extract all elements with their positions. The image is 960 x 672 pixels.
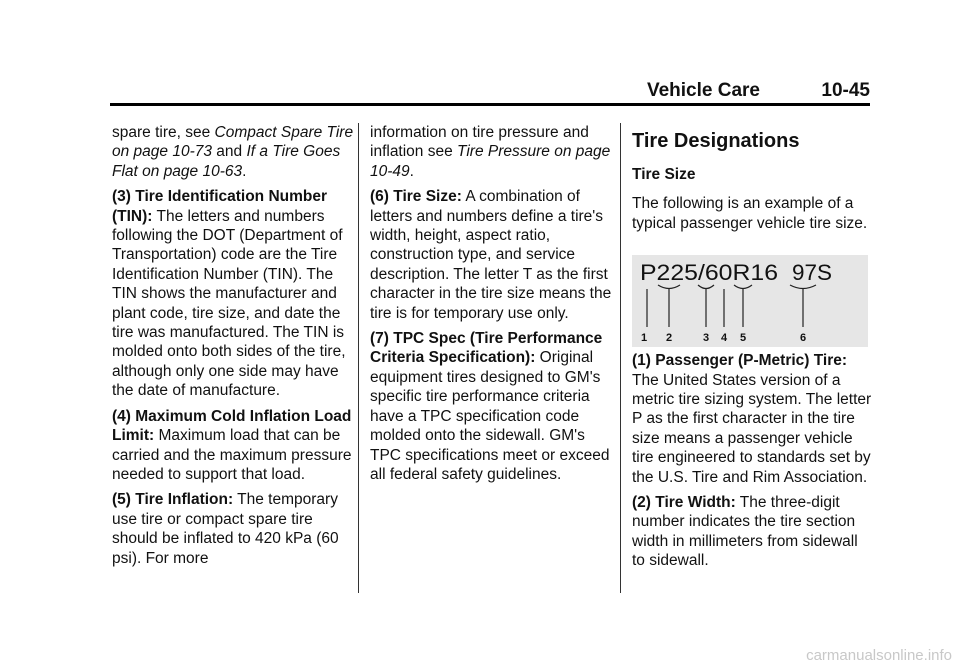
term: (4) Maximum Cold Inflation Load Limit:	[112, 407, 352, 445]
paragraph	[112, 490, 358, 568]
page-number: 10-45	[821, 80, 870, 101]
cross-reference-link[interactable]: Compact Spare Tire on page 10-73	[112, 124, 354, 161]
column-3	[632, 123, 872, 577]
column-divider	[358, 123, 359, 593]
paragraph	[632, 493, 872, 571]
subheading: Tire Size	[632, 166, 696, 183]
tire-size-figure	[632, 255, 868, 347]
definition: The three-digit number indicates the tire section width in millimeters from sidewall to sidewall.	[632, 494, 858, 570]
service-description-text: 97S	[792, 260, 832, 286]
paragraph	[370, 123, 616, 181]
term: (5) Tire Inflation:	[112, 491, 234, 509]
text: spare tire, see	[112, 124, 215, 141]
cross-reference-link[interactable]: If a Tire Goes Flat on page 10-63	[112, 143, 341, 180]
text: and	[211, 143, 247, 161]
callout-number: 2	[665, 332, 673, 345]
watermark: carmanualsonline.info	[806, 647, 952, 664]
term: (1) Passenger (P-Metric) Tire:	[632, 352, 848, 370]
text: .	[242, 162, 247, 180]
definition: The United States version of a metric tire sizing system. The letter P as the first character in the tire size means a passenger vehicle tire engineered to standards set by the U.S. Tire and Rim Association.	[632, 371, 872, 486]
definition: A combination of letters and numbers define a tire's width, height, aspect ratio, construction type, and service description. The letter T as the first character in the tire size means the tire is for temporary use only.	[370, 188, 612, 322]
callout-number: 3	[702, 332, 710, 345]
cross-reference-link[interactable]: Tire Pressure on page 10-49	[370, 143, 611, 180]
term: (2) Tire Width:	[632, 494, 736, 512]
callout-number: 5	[739, 332, 747, 345]
paragraph	[370, 329, 616, 484]
paragraph	[112, 123, 358, 181]
column-divider	[620, 123, 621, 593]
paragraph	[112, 187, 358, 400]
paragraph	[632, 351, 872, 487]
column-1	[112, 123, 358, 574]
section-title: Vehicle Care	[646, 80, 760, 101]
callout-number: 1	[640, 332, 648, 345]
definition: Original equipment tires designed to GM's specific tire performance criteria have a TPC specification code molded onto the sidewall. GM's TPC specifications meet or exceed all federal safety guidelines.	[370, 349, 610, 483]
header-rule	[110, 103, 870, 106]
definition: The letters and numbers following the DOT (Department of Transportation) code are the Tire Identification Number (TIN). The TIN shows the manufacturer and plant code, tire size, and date the tire was manufactured. The TIN is molded onto both sides of the tire, although only one side may have the date of manufacture.	[112, 207, 346, 400]
definition: The temporary use tire or compact spare tire should be inflated to 420 kPa (60 psi). For more	[112, 491, 339, 567]
definition: Maximum load that can be carried and the maximum pressure needed to support that load.	[112, 427, 352, 483]
paragraph	[112, 407, 358, 485]
text: information on tire pressure and inflation see	[370, 124, 589, 161]
tire-size-text: P225/60R16	[640, 260, 778, 286]
text: .	[409, 162, 414, 180]
callout-number: 6	[799, 332, 807, 345]
paragraph	[370, 187, 616, 323]
paragraph: The following is an example of a typical passenger vehicle tire size.	[632, 195, 868, 232]
term: (7) TPC Spec (Tire Performance Criteria Specification):	[370, 330, 603, 367]
section-heading: Tire Designations	[632, 130, 800, 152]
callout-number: 4	[720, 332, 728, 345]
term: (6) Tire Size:	[370, 188, 462, 206]
term: (3) Tire Identification Number (TIN):	[112, 188, 328, 225]
column-2	[370, 123, 616, 490]
